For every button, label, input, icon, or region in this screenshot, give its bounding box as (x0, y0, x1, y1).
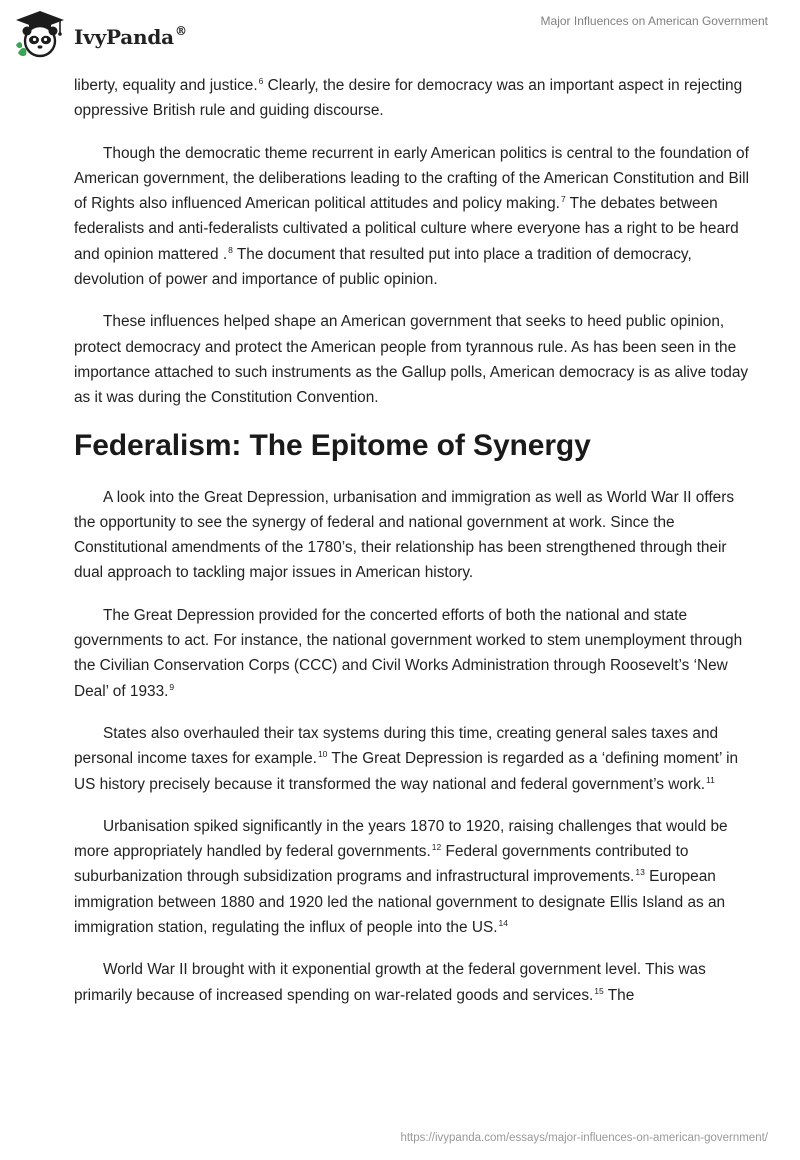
footnote-ref[interactable]: 10 (317, 749, 328, 760)
paragraph (74, 957, 754, 1008)
paragraph-text: The Great Depression provided for the concerted efforts of both the national and state governments to act. For instance, the national government worked to stem unemployment through the Civilian Conservation Corps (CCC) and Civil Works Administration through Roosevelt’s ‘New Deal’ of 1933. (74, 606, 743, 700)
paragraph-text: The debates between federalists and anti-federalists cultivated a political culture where everyone has a right to be heard and opinion mattered . (74, 195, 739, 263)
paragraph-text: A look into the Great Depression, urbanisation and immigration as well as World War II offers the opportunity to see the synergy of federal and national government at work. Since the Constitutional amendments of the 1780’s, their relationship has been strengthened through their dual approach to tackling major issues in American history. (74, 488, 735, 582)
paragraph (74, 309, 754, 410)
paragraph (74, 603, 754, 704)
footnote-ref[interactable]: 9 (169, 681, 175, 692)
ivypanda-logo[interactable] (14, 9, 187, 59)
paragraph-text: World War II brought with it exponential growth at the federal government level. This was primarily because of increased spending on war-related goods and services. (74, 961, 706, 1004)
paragraph (74, 721, 754, 797)
footnote-ref[interactable]: 13 (635, 867, 645, 878)
footnote-ref[interactable]: 7 (560, 194, 566, 205)
paragraph-text: Clearly, the desire for democracy was an important aspect in rejecting oppressive British rule and guiding discourse. (74, 77, 743, 120)
paragraph-text: liberty, equality and justice. (74, 77, 258, 94)
essay-content (74, 73, 754, 1025)
section-heading: Federalism: The Epitome of Synergy (74, 428, 591, 462)
footnote-ref[interactable]: 8 (228, 244, 233, 255)
paragraph-text: The document that resulted put into place a tradition of democracy, devolution of power and importance of public opinion. (74, 245, 692, 289)
paragraph (74, 485, 754, 586)
footnote-ref[interactable]: 14 (498, 918, 508, 929)
paragraph-text: These influences helped shape an American government that seeks to heed public opinion, protect democracy and protect the American people from tyrannous rule. As has been seen in the importance attached to such instruments as the Gallup polls, American democracy is as alive today as it was during the Constitution Convention. (74, 313, 749, 407)
paragraph-text: Urbanisation spiked significantly in the years 1870 to 1920, raising challenges that would be more appropriately handled by federal governments. (74, 817, 728, 861)
brand-name: IvyPanda® (74, 23, 187, 49)
footnote-ref[interactable]: 12 (431, 842, 442, 853)
paragraph-text: The (603, 986, 635, 1004)
footnote-ref[interactable]: 11 (706, 774, 715, 785)
paragraph-text: States also overhauled their tax systems during this time, creating general sales taxes and personal income taxes for example. (74, 724, 719, 768)
paragraph-text: Federal governments contributed to suburbanization through subsidization programs and infrastructural improvements. (74, 843, 689, 886)
source-url[interactable]: https://ivypanda.com/essays/major-influences-on-american-government/ (400, 1132, 768, 1144)
paragraph (74, 814, 754, 940)
federalism-section (74, 485, 754, 1008)
footnote-ref[interactable]: 6 (258, 76, 264, 86)
intro-section (74, 73, 754, 411)
paragraph-text: Though the democratic theme recurrent in early American politics is central to the foundation of American government, the deliberations leading to the crafting of the American Constitution and Bill of Rights also influenced American political attitudes and policy making. (74, 144, 750, 213)
paragraph-text: European immigration between 1880 and 1920 led the national government to designate Ellis Island as an immigration station, regulating the influx of people into the US. (74, 868, 726, 937)
panda-graduate-icon (14, 9, 66, 59)
document-title: Major Influences on American Government (540, 14, 768, 28)
footnote-ref[interactable]: 15 (594, 985, 604, 996)
paragraph (74, 141, 754, 293)
page-header (0, 0, 800, 66)
paragraph-text: The Great Depression is regarded as a ‘defining moment’ in US history precisely because it transformed the way national and federal government’s work. (74, 750, 739, 793)
paragraph (74, 73, 754, 124)
